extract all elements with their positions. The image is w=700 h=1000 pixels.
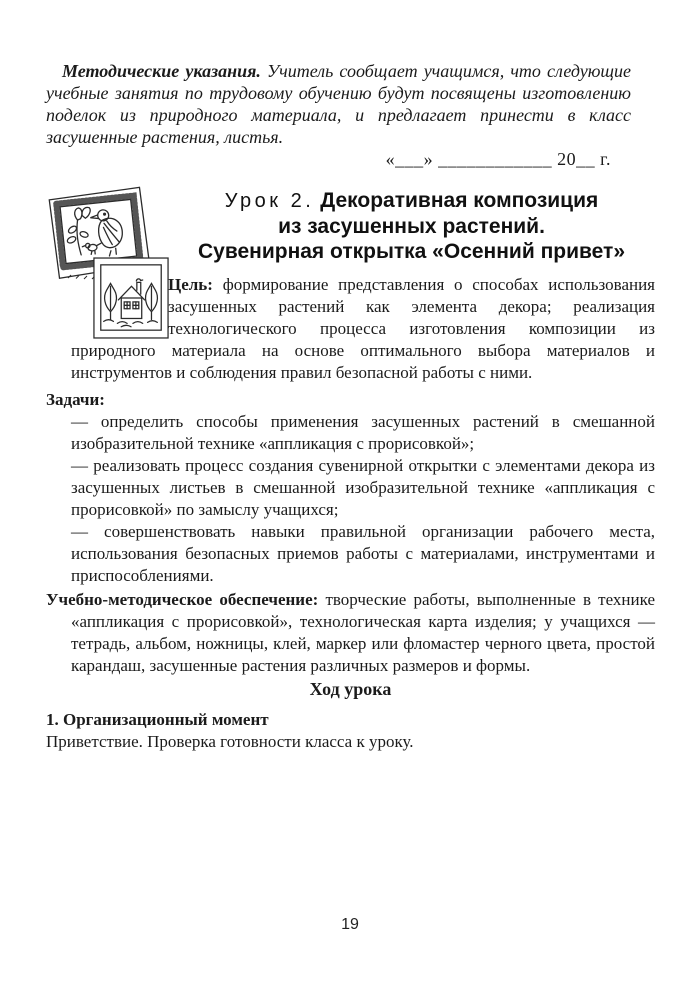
step1-title: 1. Организационный момент — [46, 710, 269, 729]
materials-paragraph — [46, 589, 656, 677]
materials-label: Учебно-методическое обеспечение: — [46, 590, 319, 609]
framed-picture-house-trees — [92, 256, 170, 340]
goal-text: формирование представления о способах использования засушенных растений как элемента декора; реализация технологического процесса изготовления композиции из природного материала на основе оптимального выбора материалов и инструментов и соблюдения правил безопасной работы с ними. — [71, 275, 655, 382]
step1-text: Приветствие. Проверка готовности класса к уроку. — [46, 732, 414, 751]
task-item: — реализовать процесс создания сувенирной открытки с элементами декора из засушенных листьев в смешанной изобразительной технике «аппликация с прорисовкой» по замыслу учащихся; — [71, 456, 655, 519]
lesson-title-line1: Декоративная композиция — [320, 189, 599, 212]
tasks-label: Задачи: — [46, 390, 105, 409]
method-notes-paragraph — [46, 0, 631, 148]
task-item: — определить способы применения засушенных растений в смешанной изобразительной технике «аппликация с прорисовкой»; — [71, 412, 655, 453]
task-item: — совершенствовать навыки правильной организации рабочего места, использования безопасных приемов работы с материалами, инструментами и приспособлениями. — [71, 522, 655, 585]
materials-text: творческие работы, выполненные в технике «аппликация с прорисовкой», технологическая карта изделия; у учащихся — тетрадь, альбом, ножницы, клей, маркер или фломастер черного цвета, простой карандаш, засушенные растения различных размеров и формы. — [71, 590, 656, 675]
lesson-title-line3: Сувенирная открытка «Осенний привет» — [197, 240, 625, 263]
lesson-number-label: Урок 2. — [224, 190, 315, 212]
goal-label: Цель: — [168, 275, 213, 294]
lesson-header-block — [46, 186, 655, 384]
lesson-title-line2: из засушенных растений. — [278, 215, 545, 238]
course-heading: Ход урока — [309, 679, 392, 699]
page-number: 19 — [341, 916, 359, 933]
lesson-illustration — [46, 186, 168, 336]
method-notes-lead: Методические указания. — [62, 61, 261, 81]
method-notes-text: Учитель сообщает учащимся, что следующие учебные занятия по трудовому обучению будут посвящены изготовлению поделок из природного материала, и предлагает принести в класс засушенные растения, листья. — [46, 61, 632, 147]
date-blank-line: «___» ____________ 20__ г. — [385, 149, 611, 169]
